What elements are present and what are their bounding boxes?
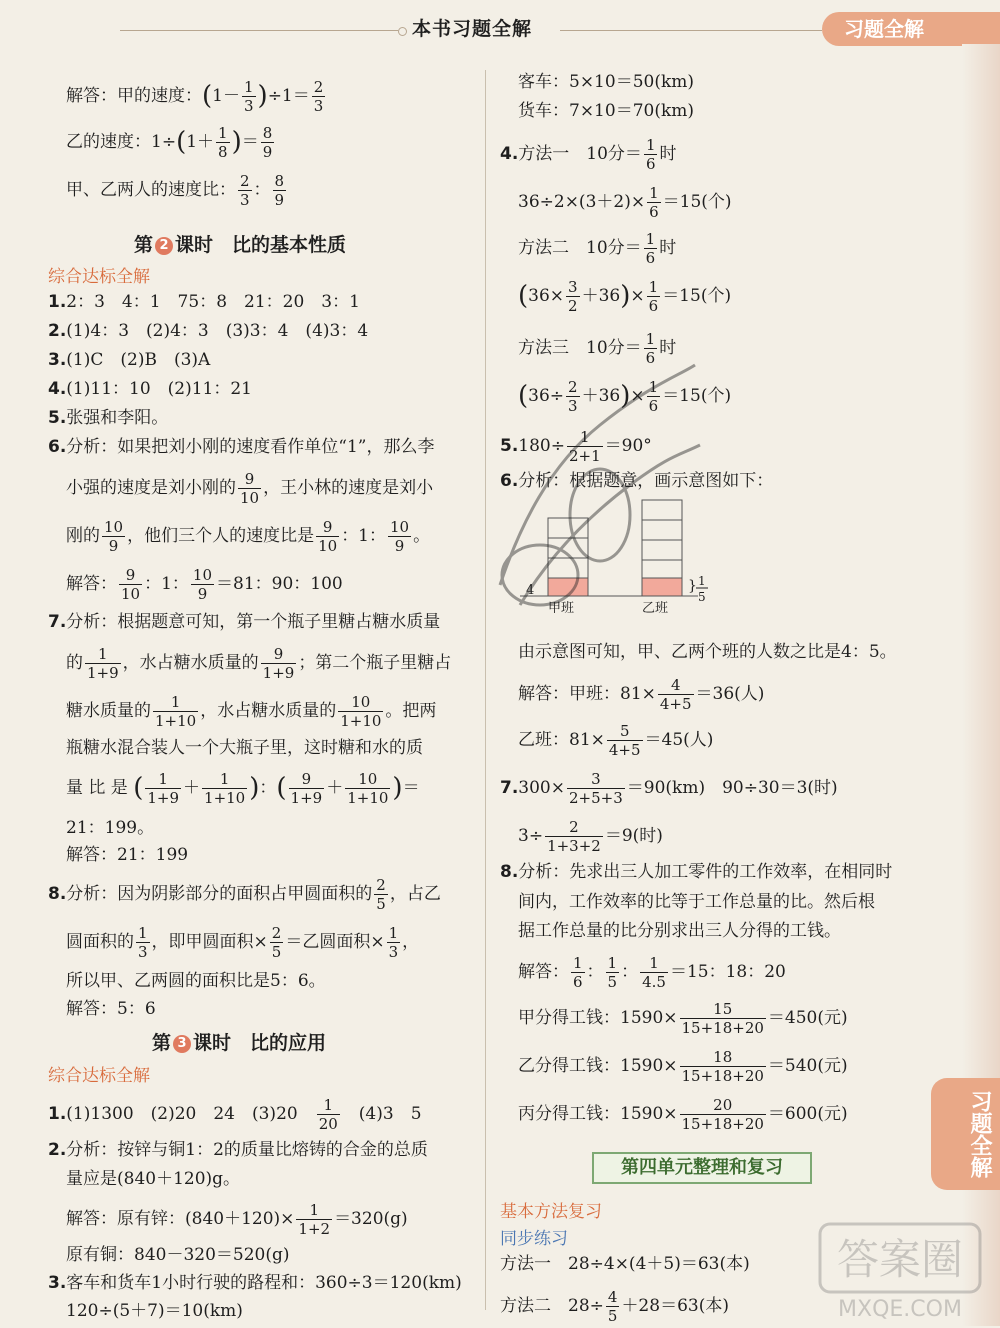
answer-6-right-line-2: 由示意图可知，甲、乙两个班的人数之比是4：5。 — [518, 642, 897, 662]
svg-text:MXQE.COM: MXQE.COM — [838, 1297, 962, 1322]
answer-7-line-1: 7.分析：根据题意可知，第一个瓶子里糖占糖水质量 — [48, 612, 441, 632]
answer-6-right-line-4: 乙班：81× $\frac{5}{4+5}$ ＝45(人) — [518, 722, 714, 759]
answer-4-method-2-calc: (36× $\frac{3}{2}$ ＋36)× $\frac{1}{6}$ ＝15(个) — [518, 278, 732, 315]
stamp-overlay — [480, 345, 710, 635]
answer-6-right-line-3: 解答：甲班：81× $\frac{4}{4+5}$ ＝36(人) — [518, 676, 765, 713]
answer-6-line-1: 6.分析：如果把刘小刚的速度看作单位“1”，那么李 — [48, 437, 435, 457]
section-subhead-1: 综合达标全解 — [48, 267, 150, 287]
answer-6-line-3: 刚的 $\frac{10}{9}$ ，他们三个人的速度比是 $\frac{9}{10}$ ：1： $\frac{10}{9}$ 。 — [66, 518, 431, 555]
header-dot — [398, 27, 407, 36]
section-subhead-2: 综合达标全解 — [48, 1066, 150, 1086]
header-title: 本书习题全解 — [412, 18, 533, 40]
wage-a-line: 甲分得工钱：1590× $\frac{15}{15+18+20}$ ＝450(元) — [518, 1000, 848, 1037]
answer-7-line-2: 的 $\frac{1}{1+9}$ ，水占糖水质量的 $\frac{9}{1+9}$ ；第二个瓶子里糖占 — [66, 645, 452, 682]
answer-3: 3.(1)C (2)B (3)A — [48, 350, 211, 370]
lesson3-answer-1: 1.(1)1300 (2)20 24 (3)20 $\frac{1}{20}$ (4)3 5 — [48, 1096, 422, 1133]
header-rule-right — [560, 30, 822, 31]
answer-8-answer: 解答：5：6 — [66, 999, 156, 1019]
answer-7-right-line-1: 7.300× $\frac{3}{2+5+3}$ ＝90(km) 90÷30＝3(时) — [500, 770, 838, 807]
svg-text:答案圈: 答案圈 — [836, 1235, 964, 1284]
diagram-brace: } — [688, 578, 697, 594]
right-line-bus: 客车：5×10＝50(km) — [518, 72, 695, 92]
header-rule-left — [120, 30, 398, 31]
lesson3-answer-2-line-1: 2.分析：按锌与铜1：2的质量比熔铸的合金的总质 — [48, 1140, 428, 1160]
header-tab: 习题全解 — [822, 12, 1000, 46]
answer-6-line-2: 小强的速度是刘小刚的 $\frac{9}{10}$ ，王小林的速度是刘小 — [66, 470, 434, 507]
lesson3-answer-3-line-1: 3.客车和货车1小时行驶的路程和：360÷3＝120(km) — [48, 1273, 462, 1293]
answer-4: 4.(1)11：10 (2)11：21 — [48, 379, 252, 399]
sync-practice-subhead: 同步练习 — [500, 1229, 568, 1249]
diagram-frac-num: 1 — [698, 574, 706, 588]
answer-8-right-line-3: 据工作总量的比分别求出三人分得的工钱。 — [518, 921, 841, 941]
lesson3-answer-2-line-3: 解答：原有锌：(840＋120)× $\frac{1}{1+2}$ ＝320(g) — [66, 1201, 408, 1238]
unit-review-banner: 第四单元整理和复习 — [592, 1152, 812, 1184]
answer-7-answer: 解答：21：199 — [66, 845, 189, 865]
lesson-3-heading: 第 3 课时 比的应用 — [152, 1032, 327, 1054]
left-line-1: 解答：甲的速度：(1－ $\frac{1}{3}$ )÷1＝ $\frac{2}{3}$ — [66, 78, 324, 115]
lesson3-answer-2-line-2: 量应是(840＋120)g。 — [66, 1169, 241, 1189]
page-header — [0, 0, 1000, 44]
practice-method-2: 方法二 28÷ $\frac{4}{5}$ ＋28＝63(本) — [500, 1288, 729, 1325]
answer-6-line-4: 解答： $\frac{9}{10}$ ：1： $\frac{10}{9}$ ＝81：90：100 — [66, 566, 343, 603]
watermark-svg — [812, 1218, 987, 1323]
answer-1: 1.2：3 4：1 75：8 21：20 3：1 — [48, 292, 360, 312]
practice-method-1: 方法一 28÷4×(4＋5)＝63(本) — [500, 1254, 750, 1274]
answer-2: 2.(1)4：3 (2)4：3 (3)3：4 (4)3：4 — [48, 321, 369, 341]
answer-7-line-5: 量 比 是 ( $\frac{1}{1+9}$ ＋ $\frac{1}{1+10}$ )：( $\frac{9}{1+9}$ ＋ $\frac{10}{1+10}$ )＝ — [66, 770, 420, 807]
side-tab: 习题全解 — [931, 1078, 1000, 1190]
answer-6-right-line-1: 6.分析：根据题意，画示意图如下： — [500, 471, 774, 491]
diagram-left-label: 4 — [526, 583, 535, 598]
answer-7-line-4: 瓶糖水混合装人一个大瓶子里，这时糖和水的质 — [66, 738, 423, 758]
method-review-subhead: 基本方法复习 — [500, 1202, 602, 1222]
answer-4-method-1: 4.方法一 10分＝ $\frac{1}{6}$ 时 — [500, 136, 677, 173]
answer-8-right-line-4: 解答： $\frac{1}{6}$ ： $\frac{1}{5}$ ： $\frac{1}{4.5}$ ＝15：18：20 — [518, 954, 786, 991]
column-divider — [485, 70, 486, 1310]
watermark-logo — [812, 1218, 987, 1323]
lesson3-answer-2-line-4: 原有铜：840－320＝520(g) — [66, 1245, 290, 1265]
diagram-class-b-label: 乙班 — [642, 601, 669, 613]
wage-b-line: 乙分得工钱：1590× $\frac{18}{15+18+20}$ ＝540(元) — [518, 1048, 848, 1085]
diagram-frac-den: 5 — [698, 590, 706, 604]
lesson-2-heading: 第 2 课时 比的基本性质 — [134, 234, 347, 256]
answer-4-method-3-calc: (36÷ $\frac{2}{3}$ ＋36)× $\frac{1}{6}$ ＝15(个) — [518, 378, 732, 415]
lesson3-answer-3-line-2: 120÷(5＋7)＝10(km) — [66, 1301, 243, 1321]
answer-8-line-3: 所以甲、乙两圆的面积比是5：6。 — [66, 971, 326, 991]
answer-8-line-2: 圆面积的 $\frac{1}{3}$ ，即甲圆面积× $\frac{2}{5}$ ＝乙圆面积× $\frac{1}{3}$ ， — [66, 924, 420, 961]
answer-5: 5.张强和李阳。 — [48, 408, 169, 428]
answer-7-line-6: 21：199。 — [66, 818, 155, 838]
left-line-3: 甲、乙两人的速度比： $\frac{2}{3}$ ： $\frac{8}{9}$ — [66, 172, 285, 209]
right-line-truck: 货车：7×10＝70(km) — [518, 101, 695, 121]
answer-4-method-3: 方法三 10分＝ $\frac{1}{6}$ 时 — [518, 330, 677, 367]
answer-4-method-2: 方法二 10分＝ $\frac{1}{6}$ 时 — [518, 230, 677, 267]
answer-7-line-3: 糖水质量的 $\frac{1}{1+10}$ ，水占糖水质量的 $\frac{10}{1+10}$ 。把两 — [66, 693, 437, 730]
wage-c-line: 丙分得工钱：1590× $\frac{20}{15+18+20}$ ＝600(元) — [518, 1096, 848, 1133]
answer-8-right-line-1: 8.分析：先求出三人加工零件的工作效率，在相同时 — [500, 862, 893, 882]
diagram-class-a-label: 甲班 — [548, 601, 575, 613]
answer-7-right-line-2: 3÷ $\frac{2}{1+3+2}$ ＝9(时) — [518, 818, 663, 855]
answer-5-right: 5.180÷ $\frac{1}{2+1}$ ＝90° — [500, 428, 652, 465]
left-line-2: 乙的速度：1÷(1＋ $\frac{1}{8}$ )＝ $\frac{8}{9}$ — [66, 124, 273, 161]
answer-8-right-line-2: 间内，工作效率的比等于工作总量的比。然后根 — [518, 892, 875, 912]
answer-8-line-1: 8.分析：因为阴影部分的面积占甲圆面积的 $\frac{2}{5}$ ，占乙 — [48, 876, 441, 913]
answer-4-method-1-calc: 36÷2×(3＋2)× $\frac{1}{6}$ ＝15(个) — [518, 184, 732, 221]
